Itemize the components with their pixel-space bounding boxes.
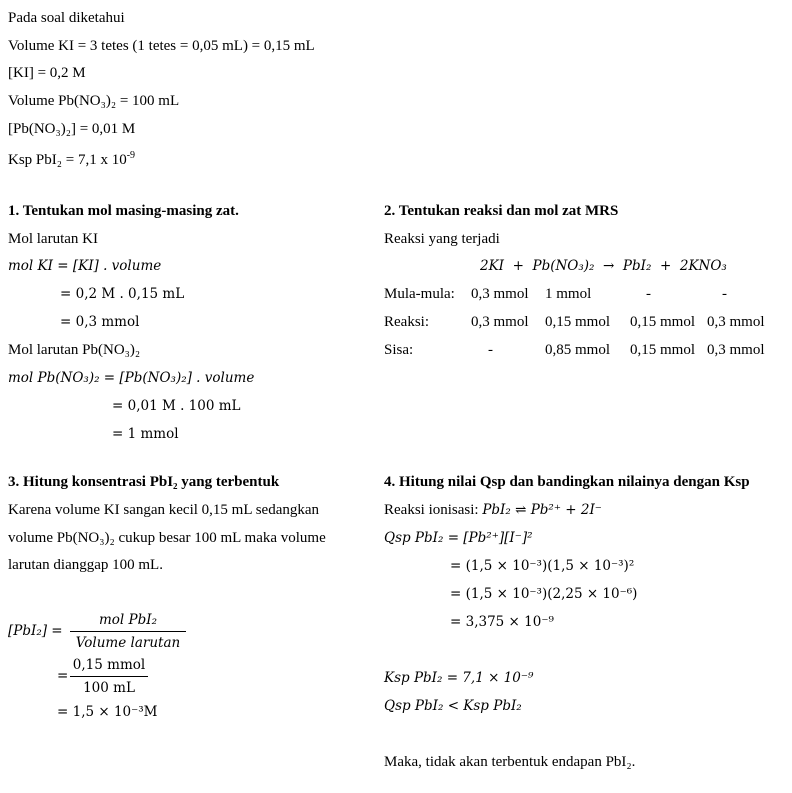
ki-equation-2: = 0,2 M . 0,15 mL	[60, 286, 185, 302]
fraction-denominator: Volume larutan	[75, 635, 181, 651]
pb-heading: Mol larutan Pb(NO₃)₂	[8, 342, 141, 358]
mrs-cell: 0,3 mmol	[471, 286, 529, 302]
section-4-title: 4. Hitung nilai Qsp dan bandingkan nilainya dengan Ksp	[384, 474, 750, 490]
equals-sign: =	[57, 668, 69, 684]
fraction-numerator: 0,15 mmol	[72, 657, 146, 673]
mrs-cell: -	[646, 286, 651, 302]
given-volume-pb: Volume Pb(NO₃)₂ = 100 mL	[8, 93, 180, 109]
mrs-cell: 0,3 mmol	[707, 314, 765, 330]
conclusion: Maka, tidak akan terbentuk endapan PbI₂.	[384, 754, 636, 770]
pb-equation-1: mol Pb(NO₃)₂ = [Pb(NO₃)₂] . volume	[8, 370, 255, 386]
section-3-title: 3. Hitung konsentrasi PbI₂ yang terbentuk	[8, 474, 280, 490]
pb-equation-2: = 0,01 M . 100 mL	[112, 398, 241, 414]
qsp-equation-1: Qsp PbI₂ = [Pb²⁺][I⁻]²	[384, 530, 533, 546]
section-3-paragraph-line-3: larutan dianggap 100 mL.	[8, 557, 163, 573]
ki-heading: Mol larutan KI	[8, 231, 98, 247]
section-3-paragraph-line-2: volume Pb(NO₃)₂ cukup besar 100 mL maka volume	[8, 530, 326, 546]
given-volume-ki: Volume KI = 3 tetes (1 tetes = 0,05 mL) = 0,15 mL	[8, 38, 315, 54]
mrs-cell: -	[722, 286, 727, 302]
ionization-label: Reaksi ionisasi:	[384, 502, 483, 518]
mrs-cell: 0,15 mmol	[630, 342, 696, 358]
mrs-cell: 0,3 mmol	[707, 342, 765, 358]
reaction-subtitle: Reaksi yang terjadi	[384, 231, 500, 247]
section-2-title: 2. Tentukan reaksi dan mol zat MRS	[384, 203, 619, 219]
qsp-ksp-comparison: Qsp PbI₂ < Ksp PbI₂	[384, 698, 522, 714]
reaction-equation: 2KI + Pb(NO₃)₂ → PbI₂ + 2KNO₃	[480, 258, 727, 274]
given-conc-pb: [Pb(NO₃)₂] = 0,01 M	[8, 121, 136, 137]
fraction-mol-over-volume	[70, 611, 186, 652]
section-1-title: 1. Tentukan mol masing-masing zat.	[8, 203, 239, 219]
fraction-bar	[70, 676, 148, 677]
section-3-paragraph-line-1: Karena volume KI sangan kecil 0,15 mL sedangkan	[8, 502, 320, 518]
pbi2-concentration-lhs: [PbI₂] =	[8, 623, 63, 639]
given-heading: Pada soal diketahui	[8, 10, 125, 26]
fraction-numerator: mol PbI₂	[98, 612, 157, 628]
qsp-equation-3: = (1,5 × 10⁻³)(2,25 × 10⁻⁶)	[450, 586, 638, 602]
fraction-denominator: 100 mL	[83, 680, 135, 696]
mrs-cell: -	[488, 342, 493, 358]
qsp-equation-2: = (1,5 × 10⁻³)(1,5 × 10⁻³)²	[450, 558, 635, 574]
ki-equation-3: = 0,3 mmol	[60, 314, 140, 330]
pbi2-concentration-result: = 1,5 × 10⁻³M	[57, 704, 158, 720]
ki-equation-1: mol KI = [KI] . volume	[8, 258, 162, 274]
mrs-cell: 1 mmol	[545, 286, 592, 302]
ionization-equation: PbI₂ ⇌ Pb²⁺ + 2I⁻	[482, 502, 602, 518]
mrs-row-label: Mula-mula:	[384, 286, 455, 302]
mrs-cell: 0,15 mmol	[545, 314, 611, 330]
ksp-value: Ksp PbI₂ = 7,1 × 10⁻⁹	[384, 670, 534, 686]
pb-equation-3: = 1 mmol	[112, 426, 179, 442]
fraction-bar	[70, 631, 186, 632]
given-ksp-text: Ksp PbI₂ = 7,1 x 10	[8, 152, 127, 168]
given-conc-ki: [KI] = 0,2 M	[8, 65, 86, 81]
fraction-values	[70, 656, 148, 697]
mrs-cell: 0,85 mmol	[545, 342, 611, 358]
mrs-cell: 0,15 mmol	[630, 314, 696, 330]
given-ksp	[8, 147, 135, 169]
qsp-equation-4: = 3,375 × 10⁻⁹	[450, 614, 554, 630]
mrs-row-label: Sisa:	[384, 342, 414, 358]
mrs-cell: 0,3 mmol	[471, 314, 529, 330]
mrs-row-label: Reaksi:	[384, 314, 429, 330]
given-ksp-exponent: -9	[126, 150, 136, 161]
ionization-reaction	[384, 501, 602, 519]
